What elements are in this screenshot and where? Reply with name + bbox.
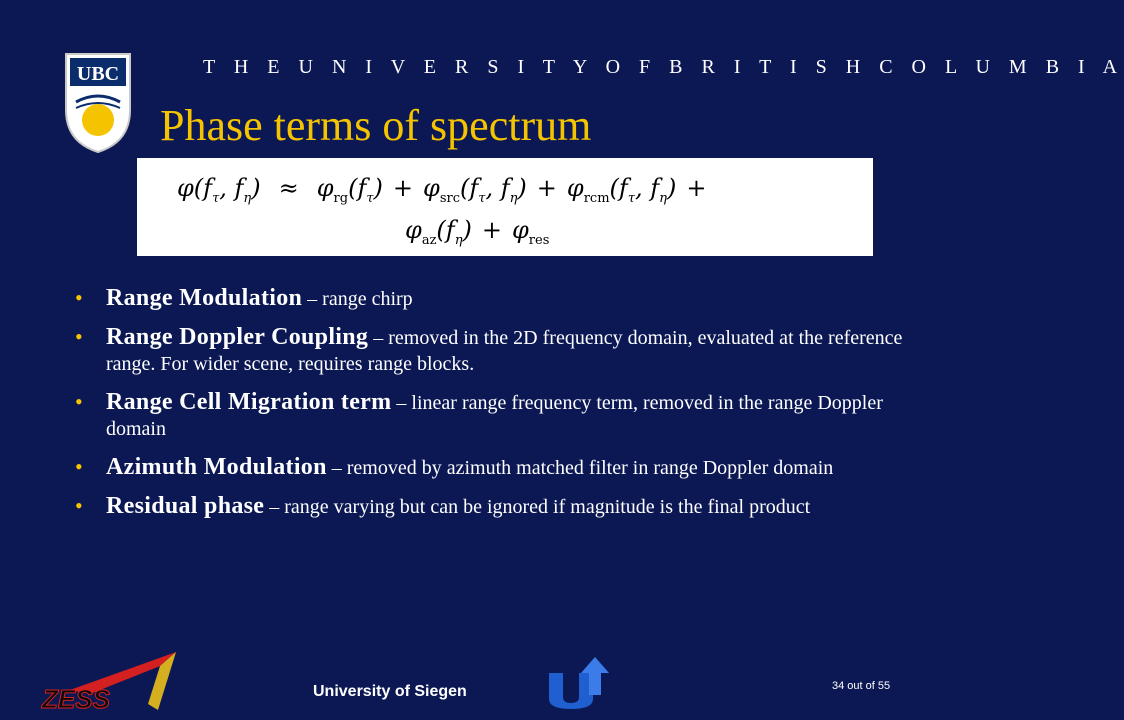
zess-logo-text: ZESS xyxy=(42,684,110,714)
bullet-text: – removed by azimuth matched filter in range Doppler domain xyxy=(326,457,834,479)
bullet-text: – range chirp xyxy=(302,288,413,310)
bullet-text: – range varying but can be ignored if magnitude is the final product xyxy=(264,496,811,518)
bullet-item xyxy=(75,324,915,377)
bullet-item xyxy=(75,285,915,312)
bullet-term: Range Doppler Coupling xyxy=(106,324,369,350)
slide-number: 34 out of 55 xyxy=(832,680,891,692)
bullet-term: Residual phase xyxy=(106,493,265,519)
bullet-item xyxy=(75,389,915,442)
bullet-list xyxy=(75,285,915,532)
ubc-logo-text: UBC xyxy=(76,63,120,85)
ubc-logo xyxy=(62,50,134,154)
slide-title: Phase terms of spectrum xyxy=(160,101,592,150)
bullet-term: Range Cell Migration term xyxy=(106,389,392,415)
bullet-item xyxy=(75,454,915,481)
bullet-dot-icon: • xyxy=(75,285,83,310)
bullet-text: – linear range frequency term, removed in the range Doppler domain xyxy=(106,392,883,440)
zess-logo xyxy=(40,652,180,712)
bullet-term: Azimuth Modulation xyxy=(106,454,327,480)
bullet-dot-icon: • xyxy=(75,389,83,414)
footer-university: University of Siegen xyxy=(313,683,467,700)
formula-line-1: $\varphi(f_\tau$, $f_\eta) \approx \varphi_{rg}(f_\tau) + \varphi_{src}(f_\tau$, $f_\eta) + \varphi_{rcm}(f_\tau$, $f_\eta$) + xyxy=(177,174,707,206)
bullet-dot-icon: • xyxy=(75,493,83,518)
bullet-term: Range Modulation xyxy=(106,285,303,311)
bullet-text: – removed in the 2D frequency domain, evaluated at the reference range. For wider scene, requires range blocks. xyxy=(106,327,903,375)
formula-line-2: $\varphi_{az}(f_\eta) + \varphi_{res}$ xyxy=(405,216,550,248)
phase-formula xyxy=(137,158,873,256)
bullet-dot-icon: • xyxy=(75,454,83,479)
siegen-logo xyxy=(545,655,610,710)
bullet-item xyxy=(75,493,915,520)
bullet-dot-icon: • xyxy=(75,324,83,349)
university-header: T H E U N I V E R S I T Y O F B R I T I S H C O L U M B I A xyxy=(203,56,1124,78)
